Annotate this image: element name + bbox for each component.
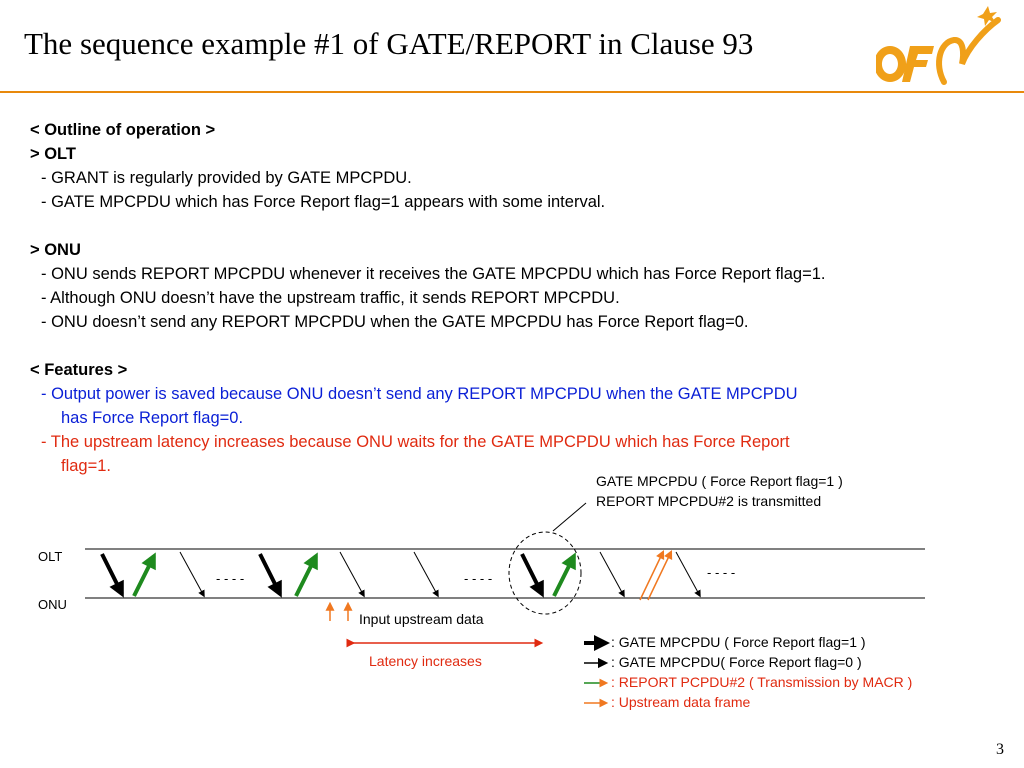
gate-force0-arrow bbox=[676, 552, 700, 596]
ellipsis-text: - - - - bbox=[707, 565, 736, 580]
feature-power-saved-cont: has Force Report flag=0. bbox=[61, 409, 244, 427]
olt-item: - GRANT is regularly provided by GATE MPCPDU. bbox=[41, 169, 412, 187]
features-heading: < Features > bbox=[30, 361, 128, 379]
report-arrow bbox=[296, 556, 316, 596]
legend-gate-force0-label: : GATE MPCPDU( Force Report flag=0 ) bbox=[611, 654, 862, 670]
outline-text bbox=[30, 118, 1010, 478]
page-number: 3 bbox=[996, 741, 1004, 758]
sequence-diagram bbox=[0, 470, 1024, 720]
report-arrow bbox=[554, 556, 574, 596]
callout-label-line2: REPORT MPCPDU#2 is transmitted bbox=[596, 493, 822, 509]
logo-swoosh bbox=[939, 20, 998, 82]
report-arrow bbox=[134, 556, 154, 596]
logo-letter-f bbox=[902, 46, 934, 82]
onu-item: - Although ONU doesn’t have the upstream traffic, it sends REPORT MPCPDU. bbox=[41, 289, 620, 307]
gate-force1-arrow bbox=[522, 554, 542, 594]
feature-power-saved: - Output power is saved because ONU doesn’t send any REPORT MPCPDU when the GATE MPCPDU bbox=[41, 385, 798, 403]
ellipsis-text: - - - - bbox=[464, 571, 493, 586]
gate-force0-arrow bbox=[340, 552, 364, 596]
onu-heading: > ONU bbox=[30, 241, 81, 259]
feature-latency: - The upstream latency increases because ONU waits for the GATE MPCPDU which has Force Report bbox=[41, 433, 790, 451]
ofn-logo bbox=[876, 2, 1016, 88]
spacer bbox=[30, 214, 1010, 238]
title-divider bbox=[0, 91, 1024, 93]
olt-item: - GATE MPCPDU which has Force Report flag=1 appears with some interval. bbox=[41, 193, 606, 211]
legend-report-label: : REPORT PCPDU#2 ( Transmission by MACR ) bbox=[611, 674, 913, 690]
logo-letter-o bbox=[876, 46, 906, 82]
slide-title: The sequence example #1 of GATE/REPORT in Clause 93 bbox=[24, 26, 754, 61]
legend-upstream-label: : Upstream data frame bbox=[611, 694, 751, 710]
callout-label-line1: GATE MPCPDU ( Force Report flag=1 ) bbox=[596, 473, 843, 489]
input-upstream-label: Input upstream data bbox=[359, 611, 484, 627]
feature-latency-cont: flag=1. bbox=[61, 457, 111, 475]
legend-gate-force1-label: : GATE MPCPDU ( Force Report flag=1 ) bbox=[611, 634, 866, 650]
outline-heading: < Outline of operation > bbox=[30, 121, 216, 139]
gate-force0-arrow bbox=[600, 552, 624, 596]
gate-force1-arrow bbox=[260, 554, 280, 594]
gate-force1-arrow bbox=[102, 554, 122, 594]
olt-heading: > OLT bbox=[30, 145, 76, 163]
onu-label: ONU bbox=[38, 597, 67, 612]
olt-label: OLT bbox=[38, 549, 63, 564]
ellipsis-text: - - - - bbox=[216, 571, 245, 586]
gate-force0-arrow bbox=[180, 552, 204, 596]
spacer bbox=[30, 334, 1010, 358]
callout-leader-line bbox=[553, 503, 586, 531]
onu-item: - ONU doesn’t send any REPORT MPCPDU when the GATE MPCPDU has Force Report flag=0. bbox=[41, 313, 749, 331]
onu-item: - ONU sends REPORT MPCPDU whenever it receives the GATE MPCPDU which has Force Report flag=1. bbox=[41, 265, 826, 283]
latency-label: Latency increases bbox=[369, 653, 482, 669]
highlight-ellipse bbox=[509, 532, 581, 614]
gate-force0-arrow bbox=[414, 552, 438, 596]
